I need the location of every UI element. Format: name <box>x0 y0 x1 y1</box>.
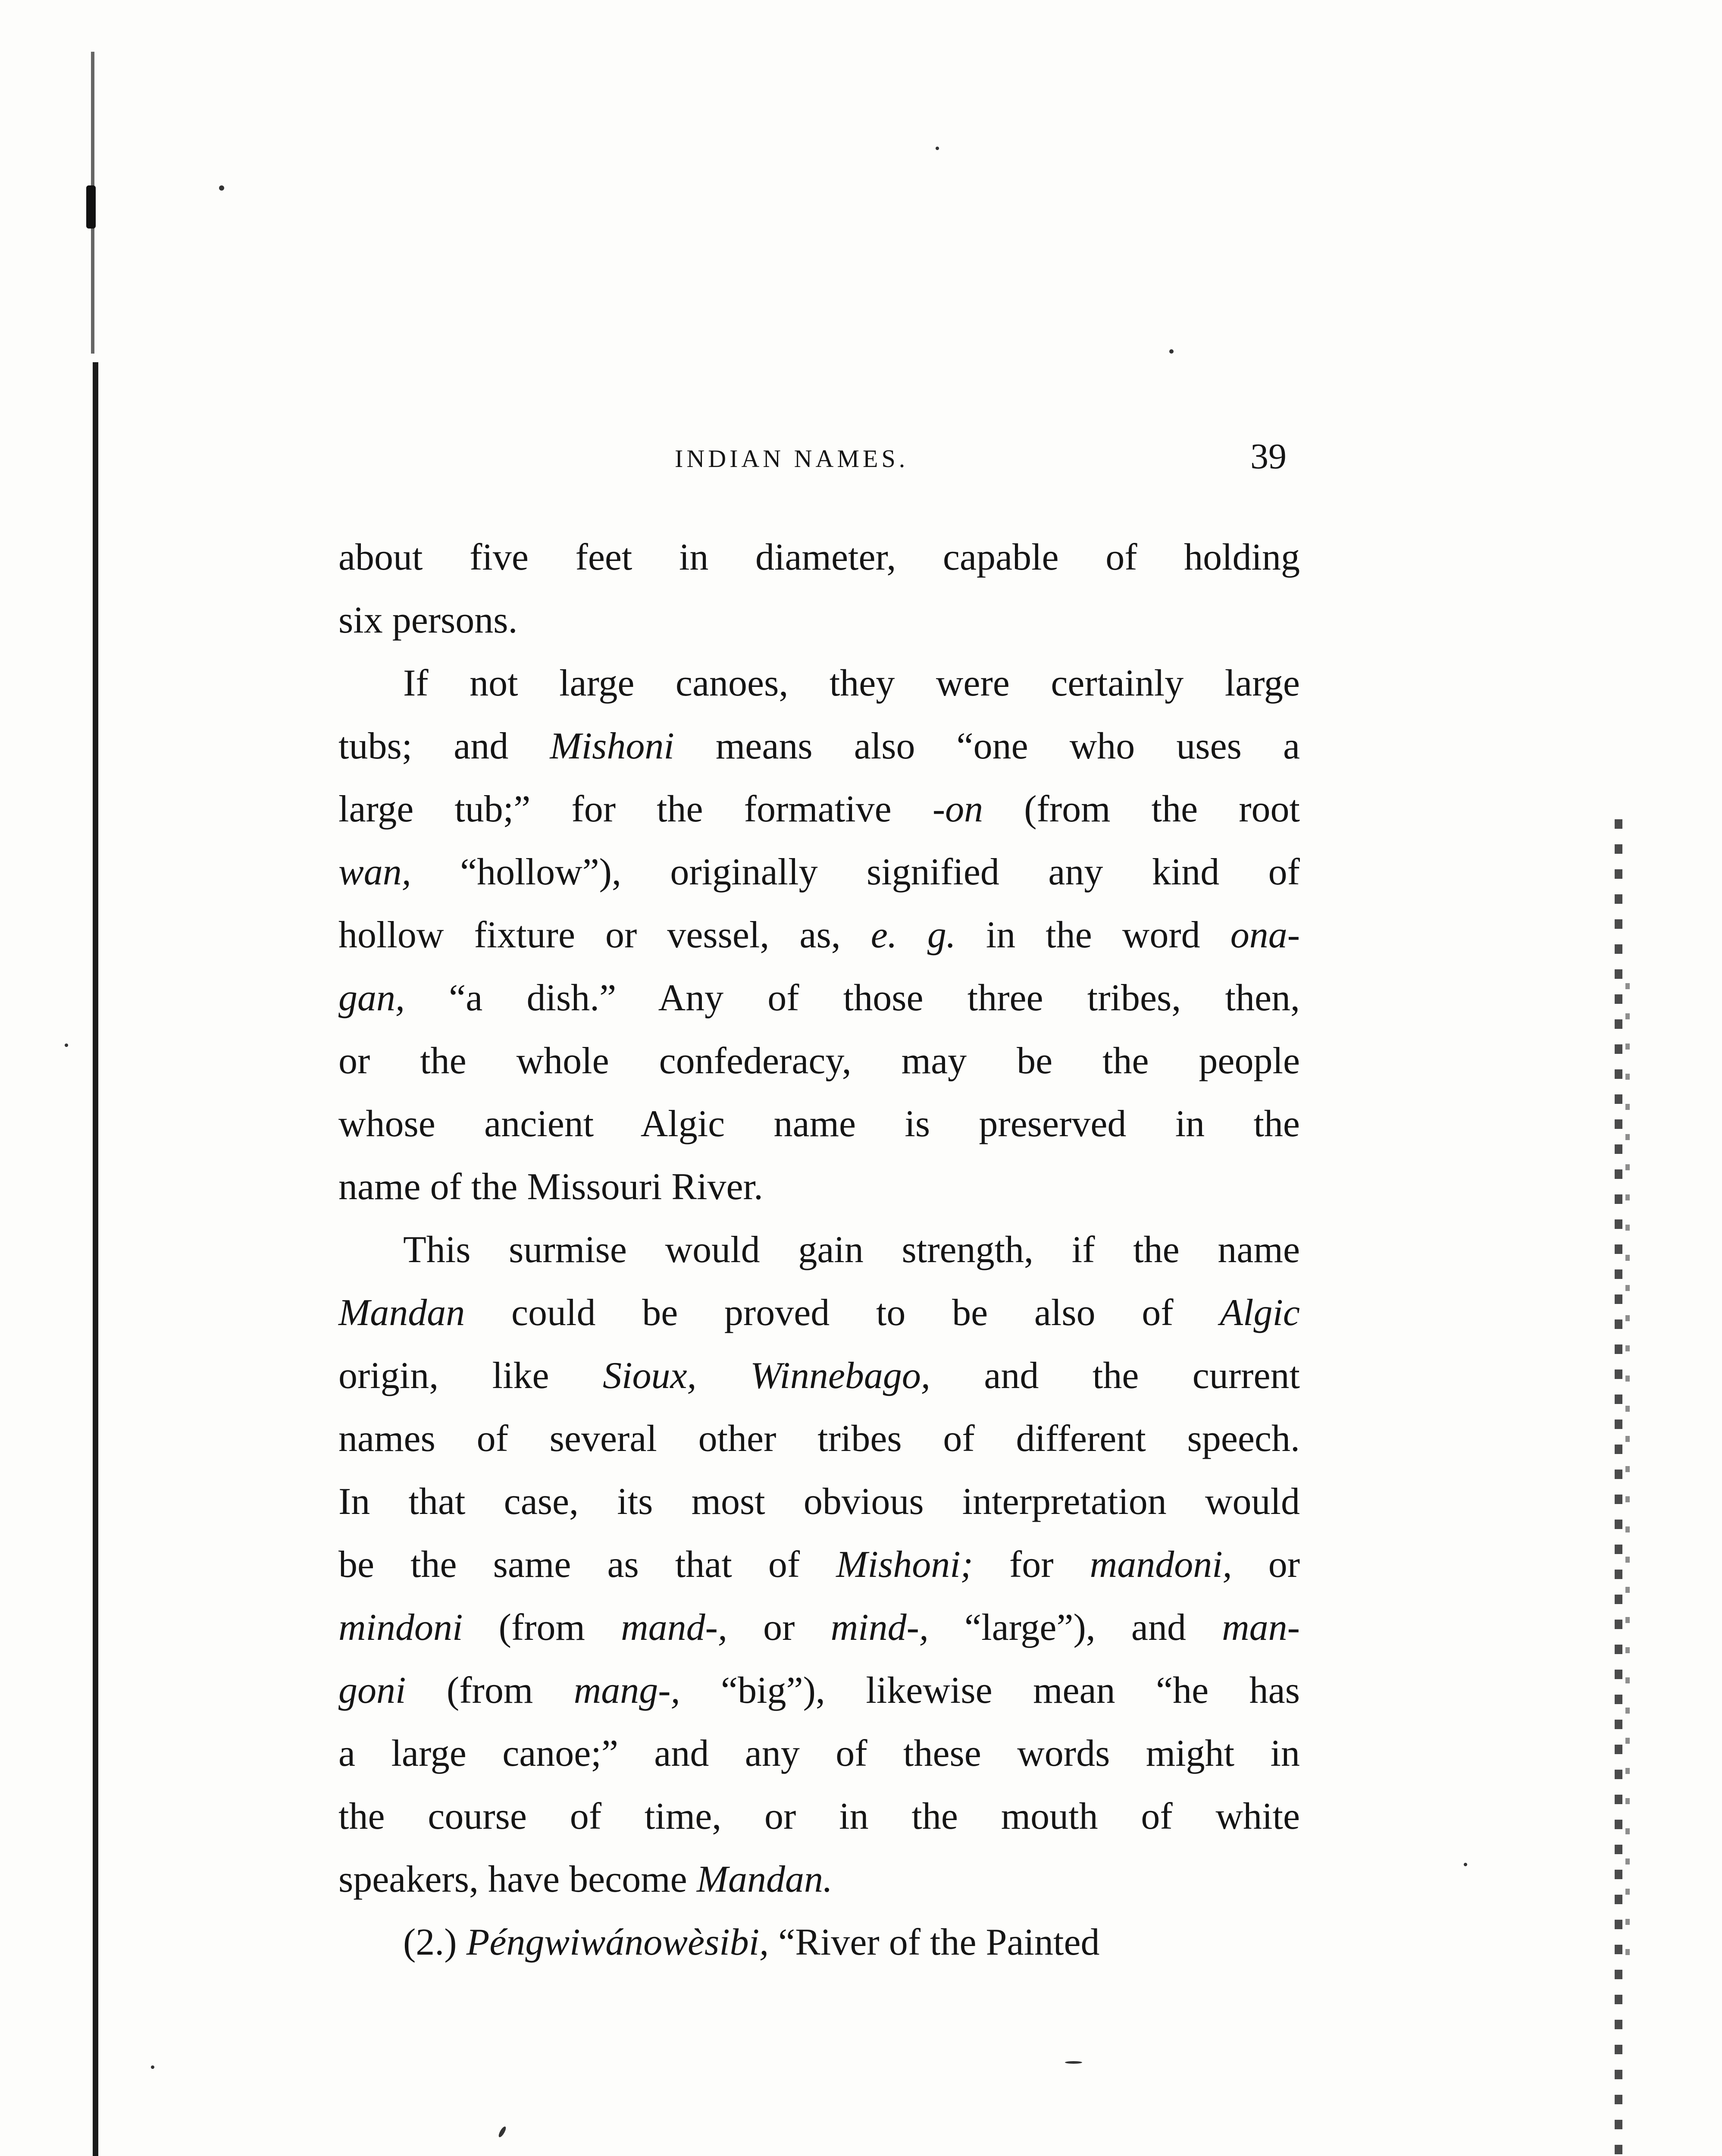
paragraph <box>338 1911 1300 1974</box>
text-line <box>338 1848 1300 1911</box>
scan-binding-edge <box>93 362 98 2156</box>
text-run: be the same as that of <box>338 1544 836 1586</box>
text-run: a large canoe;” and any of these words might in <box>338 1733 1300 1774</box>
text-run: about five feet in diameter, capable of holding <box>338 536 1300 578</box>
text-run: (2.) <box>403 1921 467 1963</box>
text-line <box>338 1156 1300 1219</box>
text-line <box>338 715 1300 778</box>
page-number: 39 <box>1250 436 1287 476</box>
italic-term: mandoni, <box>1090 1544 1232 1586</box>
text-line <box>338 526 1300 589</box>
text-run: “a dish.” Any of those three tribes, then, <box>405 977 1300 1019</box>
text-run: could be proved to be also of <box>465 1292 1220 1334</box>
scan-speck <box>936 147 939 150</box>
text-line <box>338 967 1300 1030</box>
italic-term: Mishoni; <box>836 1544 973 1586</box>
text-line <box>338 1219 1300 1282</box>
italic-term: mind-, <box>830 1607 929 1648</box>
text-line <box>338 1282 1300 1344</box>
text-run: hollow fixture or vessel, as, <box>338 914 871 956</box>
paragraph <box>338 526 1300 652</box>
italic-term: e. g. <box>870 914 956 956</box>
text-run: “River of the Painted <box>769 1921 1100 1963</box>
text-run: tubs; and <box>338 725 550 767</box>
italic-term: -on <box>932 788 983 830</box>
text-run: the course of time, or in the mouth of white <box>338 1796 1300 1837</box>
text-line <box>338 1722 1300 1785</box>
italic-term: Péngwiwánowèsibi, <box>466 1921 769 1963</box>
text-run: name of the Missouri River. <box>338 1166 763 1208</box>
running-head: INDIAN NAMES. <box>675 445 909 473</box>
text-run: or <box>727 1607 831 1648</box>
italic-term: Algic <box>1220 1292 1300 1334</box>
text-run: or <box>1232 1544 1300 1586</box>
text-run: or the whole confederacy, may be the people <box>338 1040 1300 1082</box>
scan-speck <box>219 185 224 191</box>
text-line <box>338 1911 1300 1974</box>
italic-term: mindoni <box>338 1607 463 1648</box>
italic-term: ona- <box>1230 914 1300 956</box>
text-run: If not large canoes, they were certainly large <box>403 662 1300 704</box>
text-line <box>338 1344 1300 1407</box>
body-text <box>338 526 1300 1974</box>
italic-term: man- <box>1222 1607 1300 1648</box>
text-run: origin, like <box>338 1355 603 1397</box>
text-run: six persons. <box>338 599 518 641</box>
text-run: In that case, its most obvious interpretation would <box>338 1481 1300 1523</box>
text-run: (from <box>463 1607 621 1648</box>
text-line <box>338 1030 1300 1093</box>
text-line <box>338 1659 1300 1722</box>
italic-term: mand-, <box>621 1607 727 1648</box>
scan-speck <box>1464 1863 1467 1866</box>
italic-term: Mandan. <box>696 1858 833 1900</box>
text-line <box>338 1785 1300 1848</box>
text-run: and the current <box>930 1355 1300 1397</box>
italic-term: wan, <box>338 851 411 893</box>
italic-term: Mishoni <box>550 725 674 767</box>
scan-right-edge-marks <box>1615 819 1622 2156</box>
text-run: “hollow”), originally signified any kind of <box>411 851 1300 893</box>
text-line <box>338 652 1300 715</box>
text-line <box>338 778 1300 841</box>
scan-speck <box>498 2125 507 2138</box>
text-line <box>338 841 1300 904</box>
scan-margin-mark <box>86 185 96 229</box>
text-run: in the word <box>955 914 1230 956</box>
text-run: large tub;” for the formative <box>338 788 933 830</box>
italic-term: Mandan <box>338 1292 465 1334</box>
text-run: “big”), likewise mean “he has <box>680 1670 1300 1711</box>
italic-term: mang-, <box>573 1670 680 1711</box>
scan-speck <box>151 2065 154 2069</box>
text-run: (from the root <box>983 788 1300 830</box>
italic-term: Sioux, Winnebago, <box>603 1355 930 1397</box>
text-run: “large”), and <box>928 1607 1222 1648</box>
italic-term: goni <box>338 1670 406 1711</box>
paragraph <box>338 652 1300 1219</box>
scan-speck <box>1065 2061 1082 2064</box>
text-run: for <box>973 1544 1090 1586</box>
scan-right-edge-marks <box>1625 983 1630 1975</box>
text-line <box>338 1470 1300 1533</box>
text-run: This surmise would gain strength, if the name <box>403 1229 1300 1271</box>
text-line <box>338 1533 1300 1596</box>
text-run: names of several other tribes of different speech. <box>338 1418 1300 1460</box>
paragraph <box>338 1219 1300 1911</box>
text-line <box>338 1407 1300 1470</box>
text-line <box>338 1596 1300 1659</box>
text-line <box>338 904 1300 967</box>
italic-term: gan, <box>338 977 405 1019</box>
text-run: whose ancient Algic name is preserved in the <box>338 1103 1300 1145</box>
scan-speck <box>65 1044 68 1047</box>
text-line <box>338 589 1300 652</box>
scan-speck <box>1169 349 1174 354</box>
text-run: speakers, have become <box>338 1858 697 1900</box>
text-run: means also “one who uses a <box>674 725 1300 767</box>
text-run: (from <box>406 1670 574 1711</box>
text-line <box>338 1093 1300 1156</box>
